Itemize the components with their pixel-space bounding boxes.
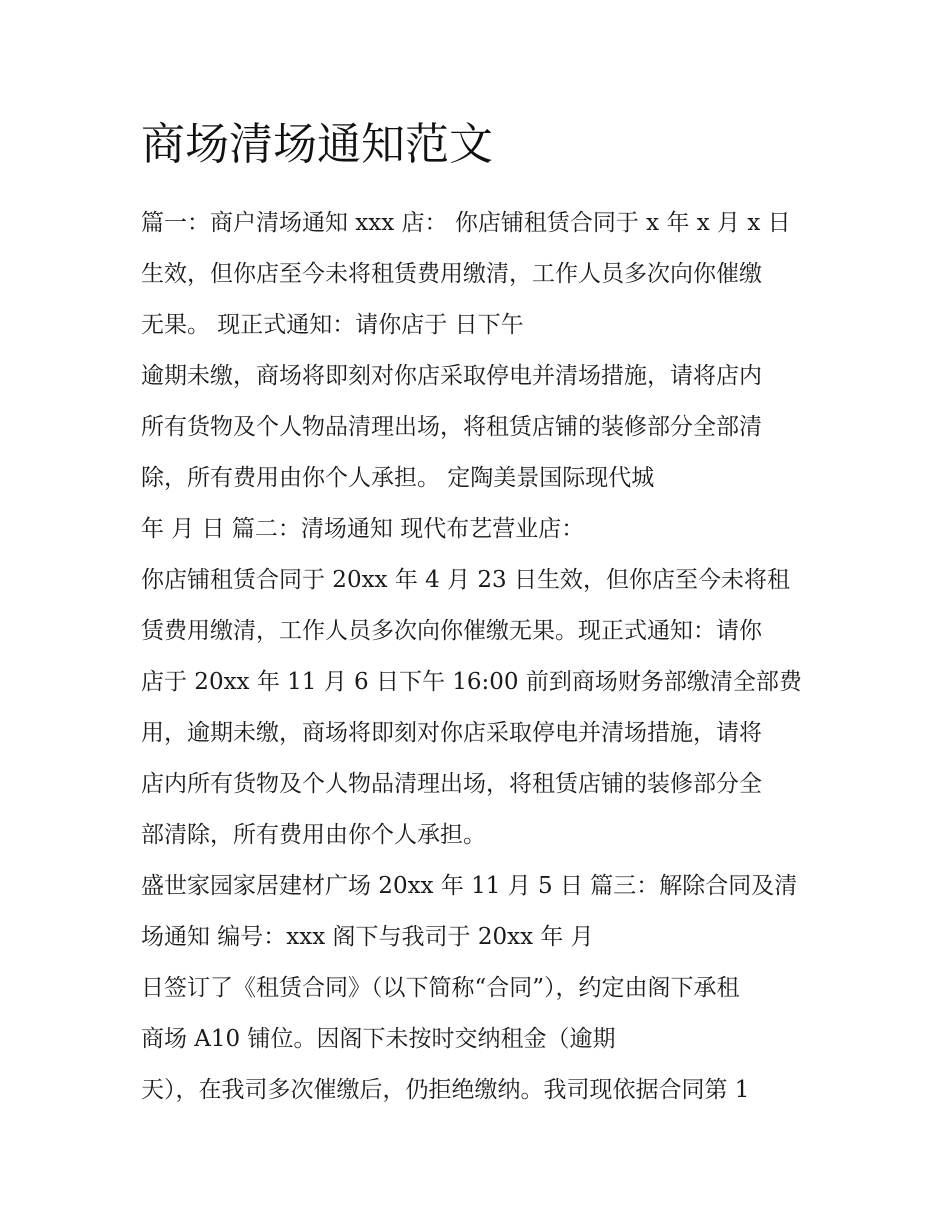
text-line: 商场 A10 铺位。因阁下未按时交纳租金（逾期: [141, 1026, 616, 1052]
text-line: 盛世家园家居建材广场 20xx 年 11 月 5 日 篇三：解除合同及清: [141, 873, 798, 899]
text-line: 场通知 编号：xxx 阁下与我司于 20xx 年 月: [141, 924, 594, 950]
document-title: 商场清场通知范文: [141, 119, 493, 170]
text-line: 除，所有费用由你个人承担。 定陶美景国际现代城: [141, 465, 655, 491]
text-line: 赁费用缴清，工作人员多次向你催缴无果。现正式通知：请你: [141, 618, 762, 644]
text-line: 逾期未缴，商场将即刻对你店采取停电并清场措施，请将店内: [141, 363, 762, 389]
text-line: 你店铺租赁合同于 20xx 年 4 月 23 日生效，但你店至今未将租: [141, 567, 790, 593]
text-line: 日签订了《租赁合同》（以下简称“合同”），约定由阁下承租: [141, 975, 740, 1001]
text-line: 部清除，所有费用由你个人承担。: [141, 822, 486, 848]
text-line: 年 月 日 篇二：清场通知 现代布艺营业店：: [141, 516, 585, 542]
text-line: 店于 20xx 年 11 月 6 日下午 16:00 前到商场财务部缴清全部费: [141, 669, 802, 695]
document-body: [141, 198, 821, 1116]
text-line: 所有货物及个人物品清理出场，将租赁店铺的装修部分全部清: [141, 414, 762, 440]
text-line: 用，逾期未缴，商场将即刻对你店采取停电并清场措施，请将: [141, 720, 762, 746]
text-line: 天），在我司多次催缴后，仍拒绝缴纳。我司现依据合同第 1: [141, 1077, 750, 1103]
text-line: 无果。 现正式通知：请你店于 日下午: [141, 312, 524, 338]
text-line: 生效，但你店至今未将租赁费用缴清，工作人员多次向你催缴: [141, 261, 762, 287]
text-line: 篇一：商户清场通知 xxx 店： 你店铺租赁合同于 x 年 x 月 x 日: [141, 210, 791, 236]
text-line: 店内所有货物及个人物品清理出场，将租赁店铺的装修部分全: [141, 771, 762, 797]
